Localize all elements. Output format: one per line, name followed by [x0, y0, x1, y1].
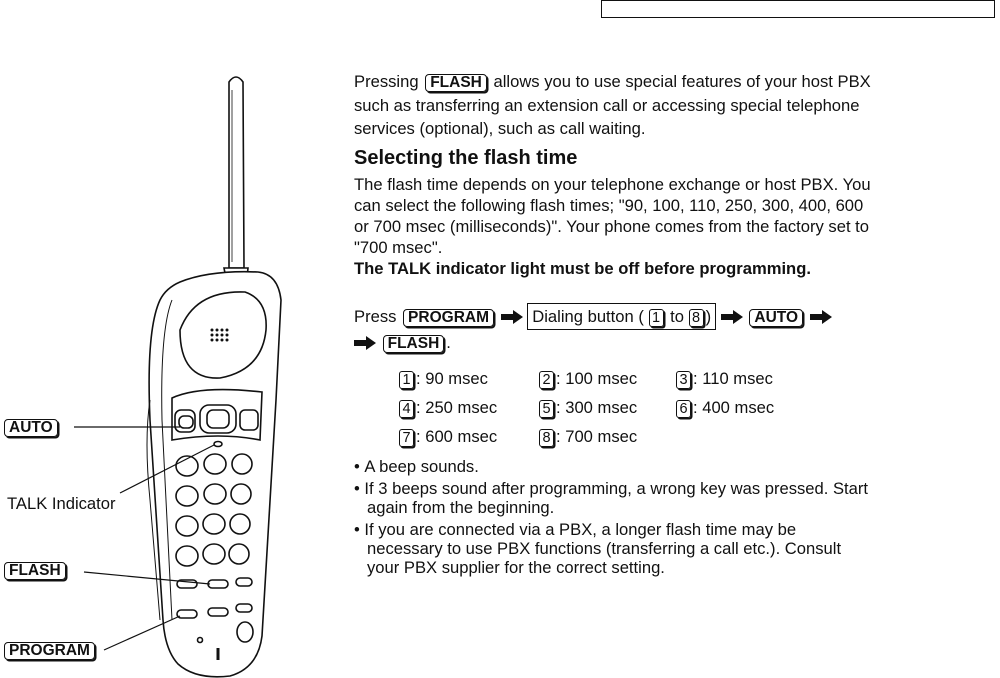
section-heading: Selecting the flash time: [354, 146, 578, 169]
flash-key: FLASH: [383, 335, 445, 353]
arrow-right-icon: [810, 310, 832, 324]
dialing-button-box: Dialing button ( 1 to 8 ): [527, 303, 716, 330]
arrow-right-icon: [354, 336, 376, 350]
option-item: 4 : 250 msec: [399, 398, 539, 418]
auto-key: AUTO: [749, 309, 803, 327]
option-item: 2 : 100 msec: [539, 369, 676, 389]
flash-key-label: FLASH: [4, 562, 66, 580]
flash-key: FLASH: [425, 74, 487, 92]
program-key-label: PROGRAM: [4, 642, 95, 660]
auto-key-label: AUTO: [4, 419, 58, 437]
option-item: 8 : 700 msec: [539, 427, 676, 447]
arrow-right-icon: [501, 310, 523, 324]
notes-list: [354, 457, 874, 577]
flash-time-options: [399, 369, 874, 447]
program-key-shape: [177, 610, 197, 618]
option-item: 5 : 300 msec: [539, 398, 676, 418]
auto-key-shape: [179, 416, 193, 428]
option-item: 7 : 600 msec: [399, 427, 539, 447]
program-key: PROGRAM: [403, 309, 494, 327]
option-item: 3 : 110 msec: [676, 369, 816, 389]
warning-text: The TALK indicator light must be off before programming.: [354, 258, 811, 278]
antenna: [229, 77, 244, 268]
talk-indicator-shape: [214, 442, 222, 447]
program-sequence: Press PROGRAM Dialing button ( 1 to 8 ) AUTO FLASH .: [354, 303, 874, 355]
list-item: • If 3 beeps sound after programming, a wrong key was pressed. Start again from the beginning.: [354, 478, 869, 517]
instruction-text: [354, 70, 874, 580]
header-bar: [601, 0, 995, 18]
list-item: • A beep sounds.: [354, 456, 479, 476]
flash-key-shape: [208, 580, 228, 588]
intro-paragraph: Pressing FLASH allows you to use special features of your host PBX such as transferring an extension call or accessing special telephone services (optional), such as call waiting.: [354, 72, 871, 138]
option-item: 6 : 400 msec: [676, 398, 816, 418]
body-paragraph: The flash time depends on your telephone exchange or host PBX. You can select the following flash times; "90, 100, 110, 250, 300, 400, 600 or 700 msec (milliseconds)". Your phone comes from the factory set to "700 msec".: [354, 174, 871, 257]
arrow-right-icon: [721, 310, 743, 324]
option-item: 1 : 90 msec: [399, 369, 539, 389]
talk-indicator-label: TALK Indicator: [7, 494, 116, 513]
list-item: • If you are connected via a PBX, a longer flash time may be necessary to use PBX functions (transferring a call etc.). Consult your PBX supplier for the correct setting.: [354, 519, 842, 577]
